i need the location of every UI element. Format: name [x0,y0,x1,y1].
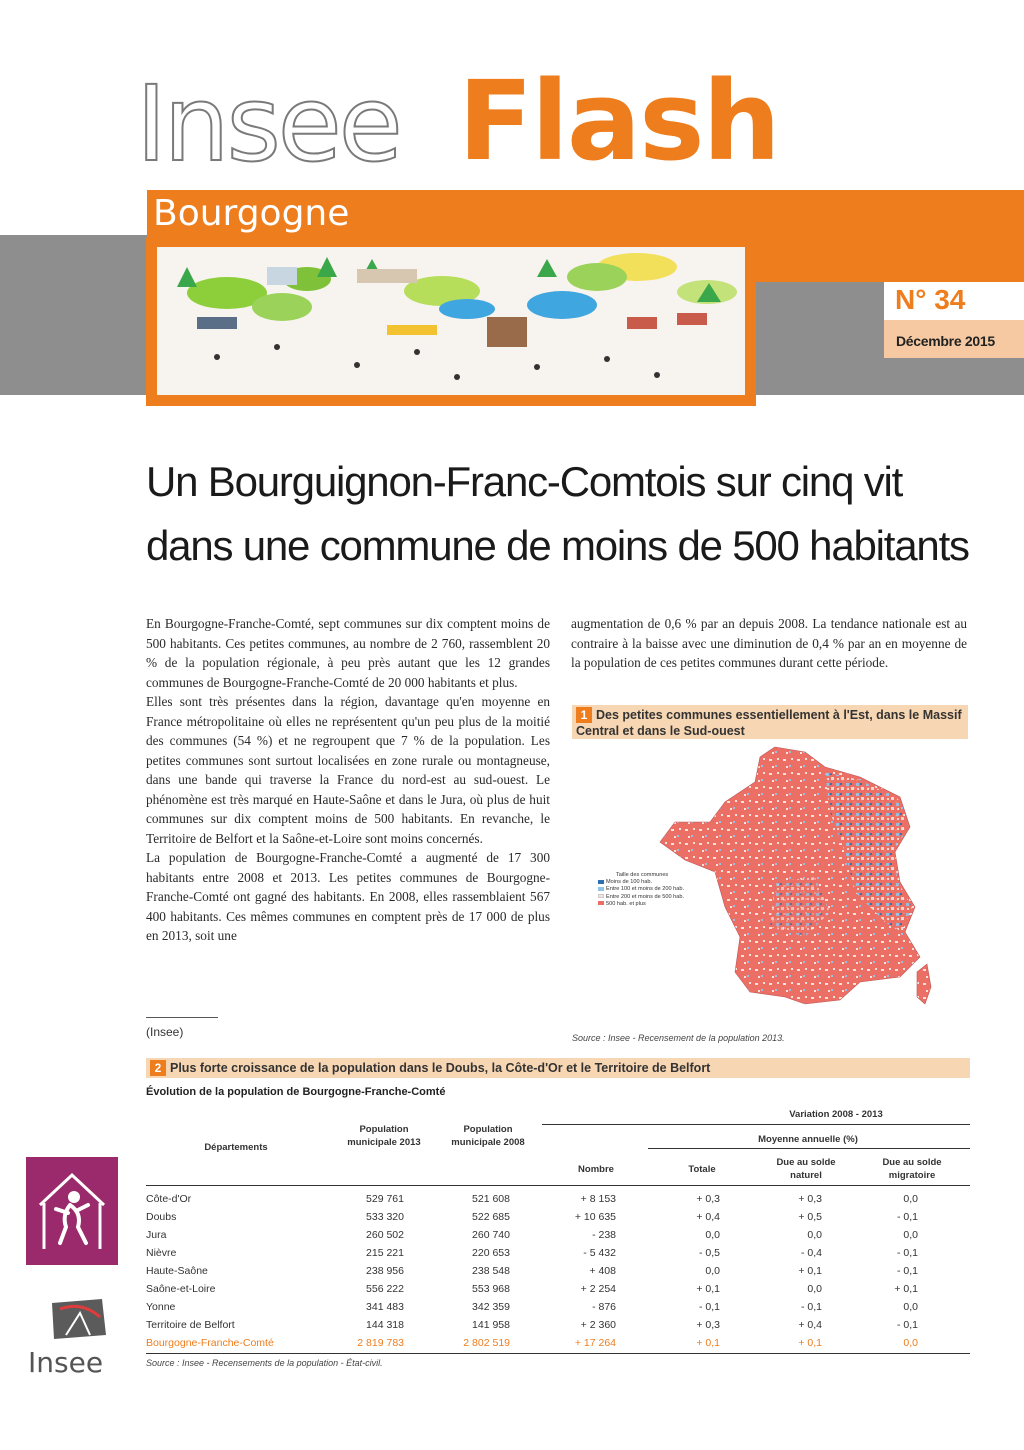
figure1-title-text: Des petites communes essentiellement à l'Est, dans le Massif Central et dans le Sud-ouest [576,708,962,738]
paragraph: augmentation de 0,6 % par an depuis 2008. La tendance nationale est au contraire à la baisse avec une diminution de 0,4 % par an en moyenne de la population de ces petites communes durant cette période. [571,616,967,670]
cell-departement: Territoire de Belfort [146,1319,235,1331]
table-row [146,1262,970,1280]
header-pop2013: Population municipale 2013 [347,1124,421,1148]
cell-departement: Jura [146,1229,167,1241]
cell-migratoire: 0,0 [903,1193,918,1205]
table-row [146,1280,970,1298]
cell-naturel: - 0,1 [800,1301,822,1313]
cell-departement: Yonne [146,1301,176,1313]
header-pop2008: Population municipale 2008 [451,1124,525,1148]
issue-number: N° 34 [895,284,966,315]
figure2-source: Source : Insee - Recensements de la population - État-civil. [146,1358,383,1368]
cell-pop2008: 260 740 [472,1229,510,1241]
headline [146,450,986,578]
cell-naturel: 0,0 [807,1283,822,1295]
cell-nombre: + 17 264 [574,1337,616,1349]
cell-naturel: + 0,1 [798,1265,822,1277]
cell-departement: Nièvre [146,1247,177,1259]
legend-label: Entre 100 et moins de 200 hab. [606,886,685,893]
table-row [146,1244,970,1262]
cell-nombre: + 408 [589,1265,616,1277]
cell-naturel: + 0,1 [798,1337,822,1349]
header-naturel: Due au solde naturel [776,1157,836,1181]
cell-totale: - 0,5 [698,1247,720,1259]
cell-naturel: 0,0 [807,1229,822,1241]
header-totale: Totale [688,1164,716,1175]
cell-totale: 0,0 [705,1265,720,1277]
header-moyenne: Moyenne annuelle (%) [758,1134,858,1145]
cell-nombre: - 876 [592,1301,616,1313]
headline-line1: Un Bourguignon-Franc-Comtois sur cinq vit [146,458,903,505]
legend-label: Moins de 100 hab. [606,879,653,886]
cell-naturel: + 0,4 [798,1319,822,1331]
legend-item [598,901,684,908]
person-house-icon [26,1157,118,1265]
legend-item [598,879,684,886]
legend-label: Entre 200 et moins de 500 hab. [606,893,685,900]
header-departements: Départements [204,1142,268,1153]
cell-totale: + 0,1 [696,1337,720,1349]
insee-note: (Insee) [146,1025,184,1039]
cell-migratoire: - 0,1 [896,1211,918,1223]
legend-swatch [598,901,604,905]
cell-pop2008: 342 359 [472,1301,510,1313]
figure2-title-text: Plus forte croissance de la population dans le Doubs, la Côte-d'Or et le Territoire de Belfort [170,1061,711,1075]
cell-pop2008: 141 958 [472,1319,510,1331]
legend-title: Taille des communes [616,872,669,878]
cell-totale: - 0,1 [698,1301,720,1313]
paragraph: La population de Bourgogne-Franche-Comté a augmenté de 17 300 habitants entre 2008 et 2013. Les petites communes de Bourgogne-Franche-Comté ont gagné des habitants. En 2008, elles rassemblaient 567 400 habitants. Ces mêmes communes en comptent près de 17 000 de plus en 2013, soit une [146,850,550,943]
header-migratoire: Due au solde migratoire [882,1157,942,1181]
header-variation: Variation 2008 - 2013 [789,1109,883,1120]
cell-pop2013: 556 222 [366,1283,404,1295]
cell-departement: Doubs [146,1211,177,1223]
cell-nombre: - 238 [592,1229,616,1241]
cell-totale: + 0,3 [696,1193,720,1205]
brand-flash: Flash [458,57,779,185]
table-total-row [146,1334,970,1352]
cell-pop2008: 522 685 [472,1211,510,1223]
cell-departement: Haute-Saône [146,1265,208,1277]
paragraph: Elles sont très présentes dans la région, davantage qu'en moyenne en France métropolitaine où elles ne représentent qu'un peu plus de la moitié des communes (54 %) et ne regroupent que 7 % de la population. Les petites communes sont surtout localisées en zone rurale ou montagneuse, dans une bande qui traverse la France du nord-est au sud-ouest. Le phénomène est très marqué en Haute-Saône et dans le Jura, où plus de huit communes sur dix comptent moins de 500 habitants. En revanche, le Territoire de Belfort et la Saône-et-Loire sont moins concernés. [146,694,550,846]
cell-pop2008: 2 802 519 [463,1337,510,1349]
table-rule [146,1185,970,1186]
paragraph: En Bourgogne-Franche-Comté, sept communes sur dix comptent moins de 500 habitants. Ces petites communes, au nombre de 2 760, rassemblent 20 % de la population régionale, à peu près autant que les 12 grandes communes de Bourgogne-Franche-Comté de 20 000 habitants et plus. [146,616,550,690]
brand-insee: Insee [136,63,400,185]
cell-departement: Bourgogne-Franche-Comté [146,1337,274,1349]
collection-logo [26,1157,118,1265]
footnote-rule [146,1017,218,1018]
cell-totale: + 0,4 [696,1211,720,1223]
cell-pop2013: 215 221 [366,1247,404,1259]
region-label: Bourgogne [153,193,350,234]
cell-migratoire: - 0,1 [896,1247,918,1259]
cell-pop2013: 341 483 [366,1301,404,1313]
cell-pop2013: 260 502 [366,1229,404,1241]
cover-illustration [157,247,745,395]
table-row [146,1208,970,1226]
figure1-title [572,705,968,739]
legend-item [598,886,684,893]
figure1-number: 1 [576,707,592,723]
figure2-title [146,1058,970,1078]
cell-departement: Saône-et-Loire [146,1283,216,1295]
cell-totale: + 0,1 [696,1283,720,1295]
cell-nombre: + 10 635 [574,1211,616,1223]
cell-migratoire: - 0,1 [896,1319,918,1331]
table-rule [542,1124,970,1125]
table-row [146,1226,970,1244]
cell-totale: + 0,3 [696,1319,720,1331]
map-legend [598,872,684,908]
table-rule [648,1148,970,1149]
table-subtitle: Évolution de la population de Bourgogne-Franche-Comté [146,1086,446,1098]
cell-nombre: + 2 360 [580,1319,616,1331]
cell-migratoire: + 0,1 [894,1283,918,1295]
cell-departement: Côte-d'Or [146,1193,192,1205]
legend-label: 500 hab. et plus [606,900,646,907]
table-row [146,1298,970,1316]
cell-naturel: + 0,3 [798,1193,822,1205]
legend-swatch [598,880,604,884]
cell-pop2008: 238 548 [472,1265,510,1277]
cell-migratoire: - 0,1 [896,1265,918,1277]
cell-pop2008: 220 653 [472,1247,510,1259]
headline-line2: dans une commune de moins de 500 habitants [146,522,969,569]
cell-totale: 0,0 [705,1229,720,1241]
cell-pop2008: 553 968 [472,1283,510,1295]
france-map [655,742,955,1027]
table-rule [146,1353,970,1354]
cell-pop2013: 533 320 [366,1211,404,1223]
body-column-2 [571,614,967,673]
cell-migratoire: 0,0 [903,1229,918,1241]
table-row [146,1190,970,1208]
cell-naturel: - 0,4 [800,1247,822,1259]
cell-pop2013: 238 956 [366,1265,404,1277]
cell-pop2013: 144 318 [366,1319,404,1331]
header-nombre: Nombre [578,1164,614,1175]
cell-migratoire: 0,0 [903,1337,918,1349]
insee-wordmark: Insee [28,1346,104,1379]
cell-nombre: - 5 432 [583,1247,616,1259]
cell-pop2008: 521 608 [472,1193,510,1205]
cell-naturel: + 0,5 [798,1211,822,1223]
legend-swatch [598,887,604,891]
legend-swatch [598,894,604,898]
cell-migratoire: 0,0 [903,1301,918,1313]
table-row [146,1316,970,1334]
body-column-1 [146,614,550,946]
cell-nombre: + 2 254 [580,1283,616,1295]
cell-nombre: + 8 153 [580,1193,616,1205]
issue-date: Décembre 2015 [896,333,995,349]
cell-pop2013: 2 819 783 [357,1337,404,1349]
figure1-source: Source : Insee - Recensement de la population 2013. [572,1033,785,1043]
cell-pop2013: 529 761 [366,1193,404,1205]
figure2-number: 2 [150,1060,166,1076]
legend-item [598,894,684,901]
